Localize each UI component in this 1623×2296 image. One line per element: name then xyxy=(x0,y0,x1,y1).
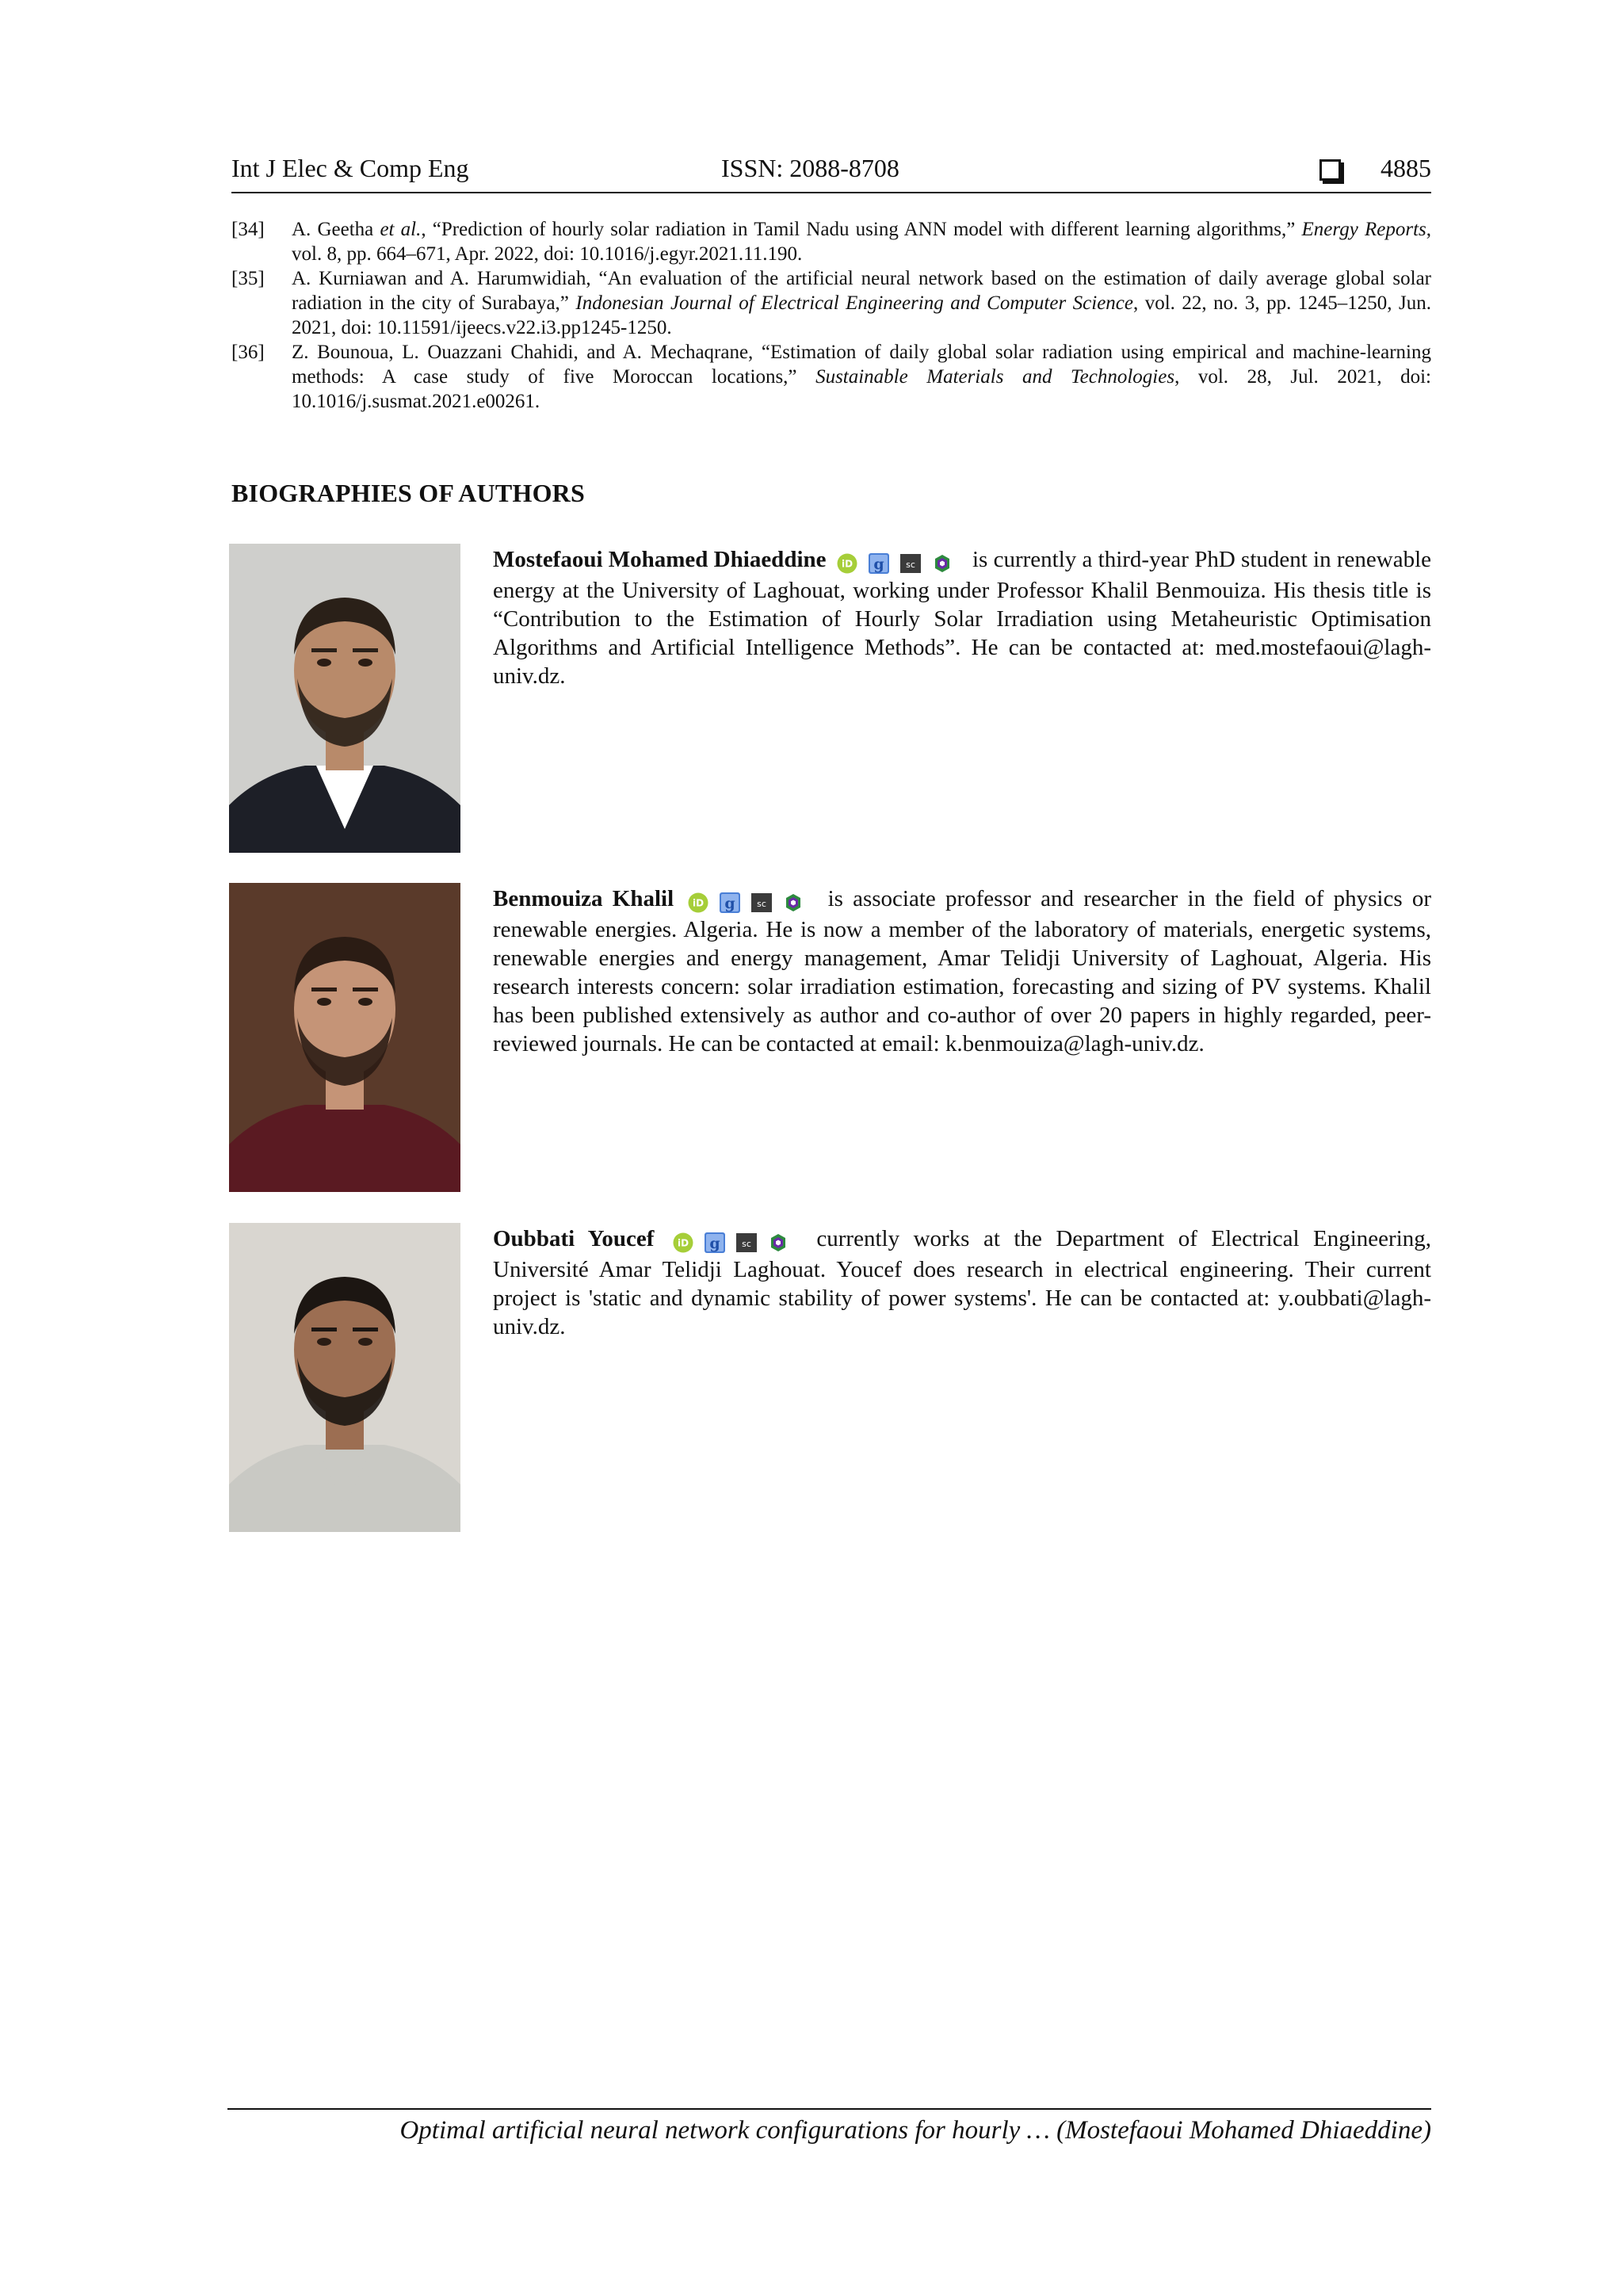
footer-text: Optimal artificial neural network configurations for hourly … (Mostefaoui Mohamed Dhiaeddine) xyxy=(399,2116,1431,2145)
scopus-icon[interactable] xyxy=(736,1232,757,1253)
references-list xyxy=(231,217,1431,414)
square-bullet-icon xyxy=(1319,159,1341,181)
journal-name: Int J Elec & Comp Eng xyxy=(231,154,469,182)
scopus-icon[interactable] xyxy=(751,892,772,913)
reference-number: [34] xyxy=(231,219,265,240)
author-photo xyxy=(229,883,460,1192)
svg-text:g: g xyxy=(709,1235,720,1253)
google-scholar-icon[interactable] xyxy=(705,1232,725,1253)
reference-item xyxy=(231,266,1431,340)
author-name: Oubbati Youcef xyxy=(493,1226,655,1251)
author-bio xyxy=(493,1224,1431,1341)
orcid-icon[interactable] xyxy=(688,892,708,913)
svg-text:g: g xyxy=(724,895,735,913)
publons-icon[interactable] xyxy=(768,1232,789,1253)
running-header xyxy=(231,154,1431,193)
author-name: Mostefaoui Mohamed Dhiaeddine xyxy=(493,547,827,572)
reference-text: A. Kurniawan and A. Harumwidiah, “An evaluation of the artificial neural network based on the estimation of daily average global solar radiation in the city of Surabaya,” Indonesian Journal of Electrical Engineering and Computer Science, vol. 22, no. 3, pp. 1245–1250, Jun. 2021, doi: 10.11591/ijeecs.v22.i3.pp1245-1250. xyxy=(292,268,1431,338)
author-profile-icons xyxy=(673,1227,800,1255)
svg-text:sc: sc xyxy=(905,560,915,571)
reference-text: A. Geetha et al., “Prediction of hourly solar radiation in Tamil Nadu using ANN model with different learning algorithms,” Energy Reports, vol. 8, pp. 664–671, Apr. 2022, doi: 10.1016/j.egyr.2021.11.190. xyxy=(292,219,1431,265)
reference-number: [36] xyxy=(231,342,265,363)
svg-text:g: g xyxy=(873,556,884,574)
svg-text:sc: sc xyxy=(757,899,767,910)
reference-item xyxy=(231,217,1431,266)
reference-number: [35] xyxy=(231,268,265,289)
issn: ISSN: 2088-8708 xyxy=(721,154,899,182)
author-bio-text: is associate professor and researcher in the field of physics or renewable energies. Algeria. He is now a member of the laboratory of materials, energetic systems, renewable energies and energy management, Amar Telidji University of Laghouat, Algeria. His research interests concern: solar irradiation estimation, forecasting and sizing of PV systems. Khalil has been published extensively as author and co-author of over 20 papers in highly regarded, peer-reviewed journals. He can be contacted at email: k.benmouiza@lagh-univ.dz. xyxy=(493,886,1432,1056)
author-bio xyxy=(493,884,1431,1058)
google-scholar-icon[interactable] xyxy=(869,553,889,574)
orcid-icon[interactable] xyxy=(673,1232,693,1253)
google-scholar-icon[interactable] xyxy=(720,892,740,913)
svg-text:sc: sc xyxy=(741,1239,751,1250)
author-bio xyxy=(493,545,1431,690)
reference-item xyxy=(231,340,1431,414)
author-bio-text: currently works at the Department of Electrical Engineering, Université Amar Telidji Laghouat. Youcef does research in electrical engineering. Their current project is 'static and dynamic stability of power systems'. He can be contacted at: y.oubbati@lagh-univ.dz. xyxy=(493,1226,1432,1339)
publons-icon[interactable] xyxy=(783,892,804,913)
reference-text: Z. Bounoua, L. Ouazzani Chahidi, and A. Mechaqrane, “Estimation of daily global solar radiation using empirical and machine-learning methods: A case study of five Moroccan locations,” Sustainable Materials and Technologies, vol. 28, Jul. 2021, doi: 10.1016/j.susmat.2021.e00261. xyxy=(292,342,1431,412)
running-footer xyxy=(227,2108,1431,2145)
svg-text:iD: iD xyxy=(841,558,853,570)
author-photo xyxy=(229,544,460,853)
section-title: BIOGRAPHIES OF AUTHORS xyxy=(231,479,585,507)
page-number: 4885 xyxy=(1381,154,1431,182)
author-profile-icons xyxy=(688,887,815,915)
author-photo xyxy=(229,1223,460,1532)
orcid-icon[interactable] xyxy=(837,553,857,574)
author-profile-icons xyxy=(837,548,964,576)
scopus-icon[interactable] xyxy=(900,553,921,574)
publons-icon[interactable] xyxy=(932,553,953,574)
svg-text:iD: iD xyxy=(693,897,705,909)
author-bio-text: is currently a third-year PhD student in renewable energy at the University of Laghouat, working under Professor Khalil Benmouiza. His thesis title is “Contribution to the Estimation of Hourly Solar Irradiation using Metaheuristic Optimisation Algorithms and Artificial Intelligence Methods”. He can be contacted at: med.mostefaoui@lagh-univ.dz. xyxy=(493,547,1432,689)
svg-text:iD: iD xyxy=(677,1237,689,1249)
author-name: Benmouiza Khalil xyxy=(493,886,674,911)
